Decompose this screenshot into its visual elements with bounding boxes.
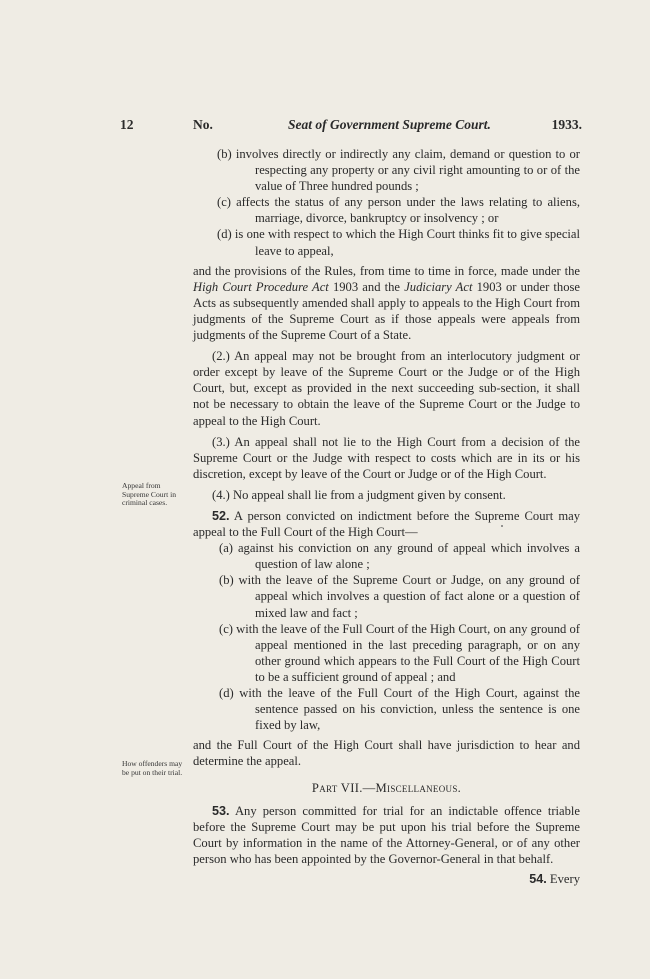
margin-note-s52: Appeal from Supreme Court in criminal cases.: [122, 481, 176, 508]
s52-para-b: (b) with the leave of the Supreme Court or Judge, on any ground of appeal which involves a question of fact alone or a question of mixed law and fact ;: [219, 573, 580, 620]
catchword: 54. Every: [529, 871, 580, 886]
section-number: 54.: [529, 871, 547, 886]
subsection-2: (2.) An appeal may not be brought from an interlocutory judgment or order except by leave of the Supreme Court or the Judge or of the High Court, but, except as provided in the next succeeding sub-section, it shall not be necessary to obtain the leave of the Supreme Court or the Judge to appeal to the High Court.: [193, 349, 580, 428]
subsection-3: (3.) An appeal shall not lie to the High Court from a decision of the Supreme Court or the Judge with respect to costs which are in its or his discretion, except by leave of the Court or Judge or of the High Court.: [193, 434, 580, 481]
clause-c: (c) affects the status of any person under the laws relating to aliens, marriage, divorce, bankruptcy or insolvency ; or: [217, 195, 580, 226]
clause-b: (b) involves directly or indirectly any claim, demand or question to or respecting any property or any civil right amounting to or of the value of Three hundred pounds ;: [217, 147, 580, 194]
rules-paragraph: and the provisions of the Rules, from time to time in force, made under the High Court Procedure Act 1903 and the Judiciary Act 1903 or under those Acts as subsequently amended shall apply to appeals to the High Court from judgments of the Supreme Court as if those appeals were appeals from judgments of the Supreme Court of a State.: [193, 263, 580, 343]
act-title: Judiciary Act: [404, 279, 473, 294]
section-number: 52.: [212, 508, 230, 523]
section-52-intro: 52. A person convicted on indictment before the Supreme Court may appeal to the Full Court of the High Court—: [193, 508, 580, 540]
margin-note-s53: How offenders may be put on their trial.: [122, 759, 183, 777]
page-number: 12: [120, 117, 134, 132]
section-53: 53. Any person committed for trial for an indictable offence triable before the Supreme Court may be put upon his trial before the Supreme Court by information in the name of the Attorney-General, or of any other person who has been appointed by the Governor-General in that behalf.: [193, 803, 580, 866]
s52-para-c: (c) with the leave of the Full Court of the High Court, on any ground of appeal mentioned in the last preceding paragraph, or on any other ground which appears to the Full Court of the High Court to be a sufficient ground of appeal ; and: [219, 621, 580, 684]
header-year: 1933.: [551, 117, 582, 132]
s52-para-a: (a) against his conviction on any ground of appeal which involves a question of law alone ;: [219, 541, 580, 572]
clause-d: (d) is one with respect to which the High Court thinks fit to give special leave to appeal,: [217, 227, 580, 258]
act-title: High Court Procedure Act: [193, 279, 329, 294]
ink-speck: [501, 525, 503, 527]
section-number: 53.: [212, 803, 230, 818]
part-heading: Part VII.—Miscellaneous.: [311, 781, 462, 796]
subsection-4: (4.) No appeal shall lie from a judgment given by consent.: [212, 487, 506, 502]
s52-closing: and the Full Court of the High Court shall have jurisdiction to hear and determine the appeal.: [193, 738, 580, 769]
act-number-label: No.: [193, 117, 213, 132]
s52-para-d: (d) with the leave of the Full Court of the High Court, against the sentence passed on his conviction, unless the sentence is one fixed by law,: [219, 686, 580, 733]
running-title: Seat of Government Supreme Court.: [288, 117, 491, 132]
running-header: [120, 117, 582, 135]
statute-body: [193, 146, 580, 887]
